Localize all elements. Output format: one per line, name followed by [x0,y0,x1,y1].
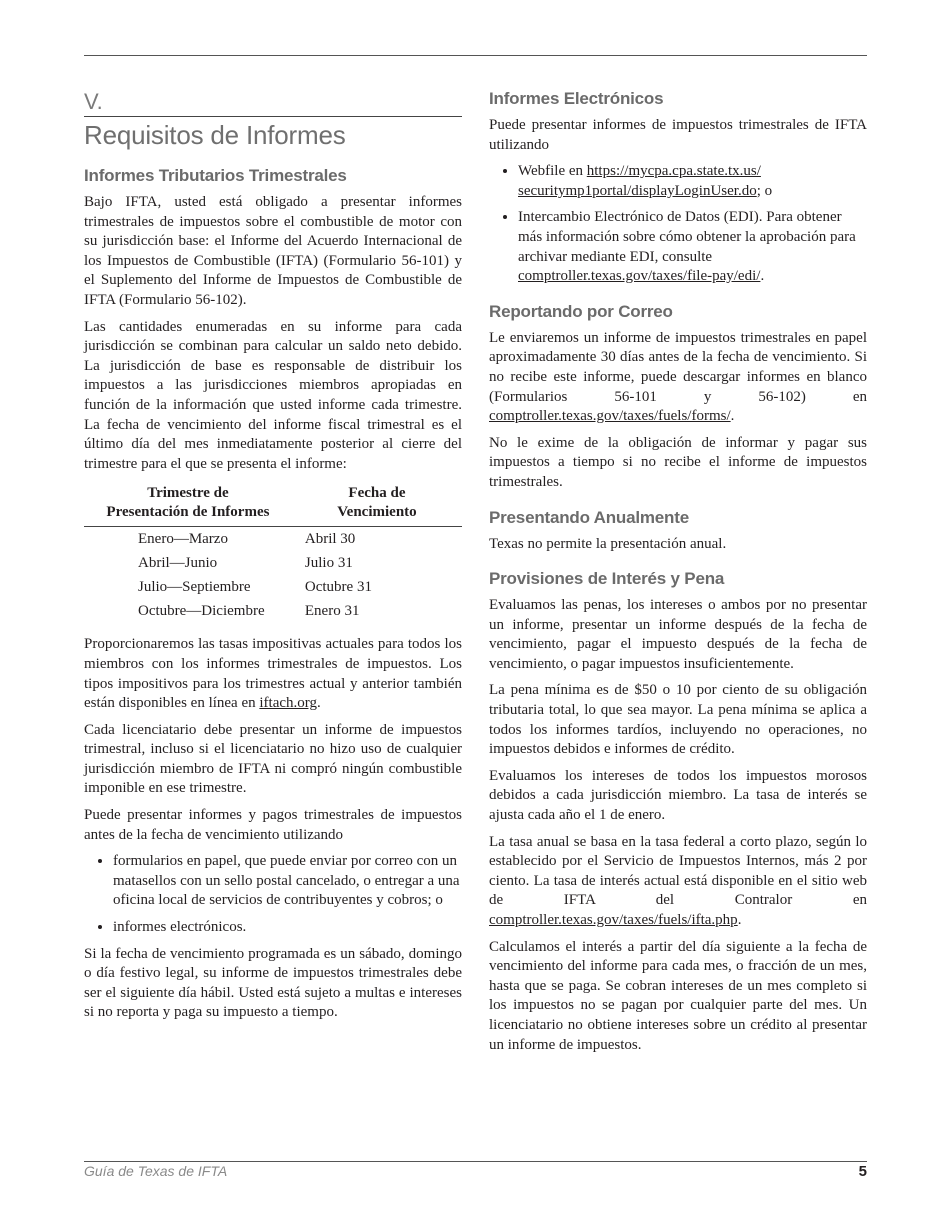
paragraph: Bajo IFTA, usted está obligado a presentar informes trimestrales de impuestos sobre el combustible de motor con su jurisdicción base: el Informe del Acuerdo Internacional de los Impuestos de Combustible (IFTA) (Formulario 56-101) y el Suplemento del Informe de Impuestos de Combustible de IFTA (Formulario 56-102). [84,194,462,308]
table-cell-due-date: Octubre 31 [304,579,372,596]
paragraph: Le enviaremos un informe de impuestos trimestrales en papel aproximadamente 30 días antes de la fecha de vencimiento. Si no recibe este informe, puede descargar informes en blanco (Formularios 56-101 y 56-102) en comptroller.texas.gov/taxes/fuels/forms/. [489,329,867,425]
list-item: • informes electrónicos. [113,918,462,938]
link-edi[interactable]: comptroller.texas.gov/taxes/file-pay/edi/ [518,268,761,285]
table-cell-quarter: Julio—Septiembre [138,579,251,596]
table-cell-quarter: Enero—Marzo [138,531,228,548]
bullet-list [489,162,867,287]
table-row [84,599,462,623]
paragraph: Las cantidades enumeradas en su informe para cada jurisdicción se combinan para calcular un saldo neto debido. La jurisdicción de base es responsable de distribuir los impuestos a las jurisdicciones miembros apropiadas en función de la información que usted informe cada trimestre. La fecha de vencimiento del informe fiscal trimestral es el último día del mes inmediatamente posterior al cierre del trimestre para el que se presenta el informe: [84,318,462,472]
paragraph: Proporcionaremos las tasas impositivas actuales para todos los miembros con los informes trimestrales de impuestos. Los tipos impositivos para los trimestres actual y anterior también están disponibles en línea en iftach.org. [84,636,462,712]
left-column [84,88,462,1030]
heading-informes-trimestrales: Informes Tributarios Trimestrales [84,166,347,185]
link-forms[interactable]: comptroller.texas.gov/taxes/fuels/forms/ [489,408,731,425]
paragraph: Calculamos el interés a partir del día siguiente a la fecha de vencimiento del informe para cada mes, o fracción de un mes, hasta que se paga. Se cobran intereses de un mes completo si los impuestos no se pagan por cualquier parte del mes. Un licenciatario no obtiene intereses sobre un crédito al presentar un informe de impuestos. [489,938,867,1053]
heading-interes-pena: Provisiones de Interés y Pena [489,569,725,589]
footer-title: Guía de Texas de IFTA [84,1163,228,1179]
table-cell-due-date: Enero 31 [304,603,360,620]
table-row [84,551,462,575]
due-date-table [84,484,462,623]
table-header-row [84,484,462,527]
table-row [84,527,462,552]
paragraph: Puede presentar informes de impuestos trimestrales de IFTA utilizando [489,117,867,153]
table-cell-due-date: Abril 30 [304,531,356,548]
list-item: • Webfile en https://mycpa.cpa.state.tx.us/ securitymp1portal/displayLoginUser.do; o [518,162,867,201]
paragraph: Cada licenciatario debe presentar un informe de impuestos trimestral, incluso si el licenciatario no hizo uso de cualquier jurisdicción miembro de IFTA ni compró ningún combustible imponible en ese trimestre. [84,721,462,797]
top-rule [84,55,867,56]
right-column [489,88,867,1062]
paragraph: Puede presentar informes y pagos trimestrales de impuestos antes de la fecha de vencimiento utilizando [84,807,462,843]
heading-presentando-anualmente: Presentando Anualmente [489,507,689,527]
paragraph: Evaluamos las penas, los intereses o ambos por no presentar un informe, presentar un informe después de la fecha de vencimiento, pagar el impuesto después de la fecha de vencimiento, o pagar impuestos insuficientemente. [489,597,867,672]
section-title: Requisitos de Informes [84,116,462,151]
paragraph: Evaluamos los intereses de todos los impuestos morosos debidos a cada jurisdicción miembro. La tasa de interés se ajusta cada año el 1 de enero. [489,767,867,824]
heading-informes-electronicos: Informes Electrónicos [489,89,664,108]
heading-reportando-correo: Reportando por Correo [489,301,673,321]
page-number: 5 [858,1163,867,1180]
paragraph: La pena mínima es de $50 o 10 por ciento de su obligación tributaria total, lo que sea mayor. La pena mínima se aplica a todos los informes tardíos, incluyendo no operaciones, no impuestos debidos e informes de crédito. [489,682,867,758]
table-row [84,575,462,599]
link-ifta-php[interactable]: comptroller.texas.gov/taxes/fuels/ifta.php [489,912,738,928]
table-cell-quarter: Octubre—Diciembre [138,603,265,620]
paragraph: La tasa anual se basa en la tasa federal a corto plazo, según lo establecido por el Servicio de Impuestos Internos, más 2 por ciento. La tasa de interés actual está disponible en el sitio web de IFTA del Contralor en comptroller.texas.gov/taxes/fuels/ifta.php. [489,833,867,928]
list-item: • Intercambio Electrónico de Datos (EDI). Para obtener más información sobre cómo obtener la aprobación para archivar mediante EDI, consulte comptroller.texas.gov/taxes/file-pay/edi/. [518,208,867,286]
table-cell-quarter: Abril—Junio [138,555,218,572]
paragraph: Si la fecha de vencimiento programada es un sábado, domingo o día festivo legal, su informe de impuestos trimestrales debe ser el siguiente día hábil. Usted está sujeto a multas e intereses si no reporta y paga su impuesto a tiempo. [84,945,462,1021]
paragraph: No le exime de la obligación de informar y pagar sus impuestos a tiempo si no recibe el informe de impuestos trimestrales. [489,434,867,490]
table-header-quarter: Trimestre de Presentación de Informes [84,484,292,527]
table-cell-due-date: Julio 31 [304,555,353,572]
link-webfile[interactable]: https://mycpa.cpa.state.tx.us/ securitymp1portal/displayLoginUser.do [518,163,761,199]
paragraph: Texas no permite la presentación anual. [489,535,727,552]
list-item: • formularios en papel, que puede enviar por correo con un matasellos con un sello postal cancelado, o entregar a una oficina local de servicios de contribuyentes y cobros; o [113,852,462,911]
table-header-due-date: Fecha de Vencimiento [292,484,462,527]
footer-rule [84,1161,867,1162]
bullet-list [84,852,462,937]
link-iftach[interactable]: iftach.org [259,695,317,712]
section-number: V. [84,89,103,114]
